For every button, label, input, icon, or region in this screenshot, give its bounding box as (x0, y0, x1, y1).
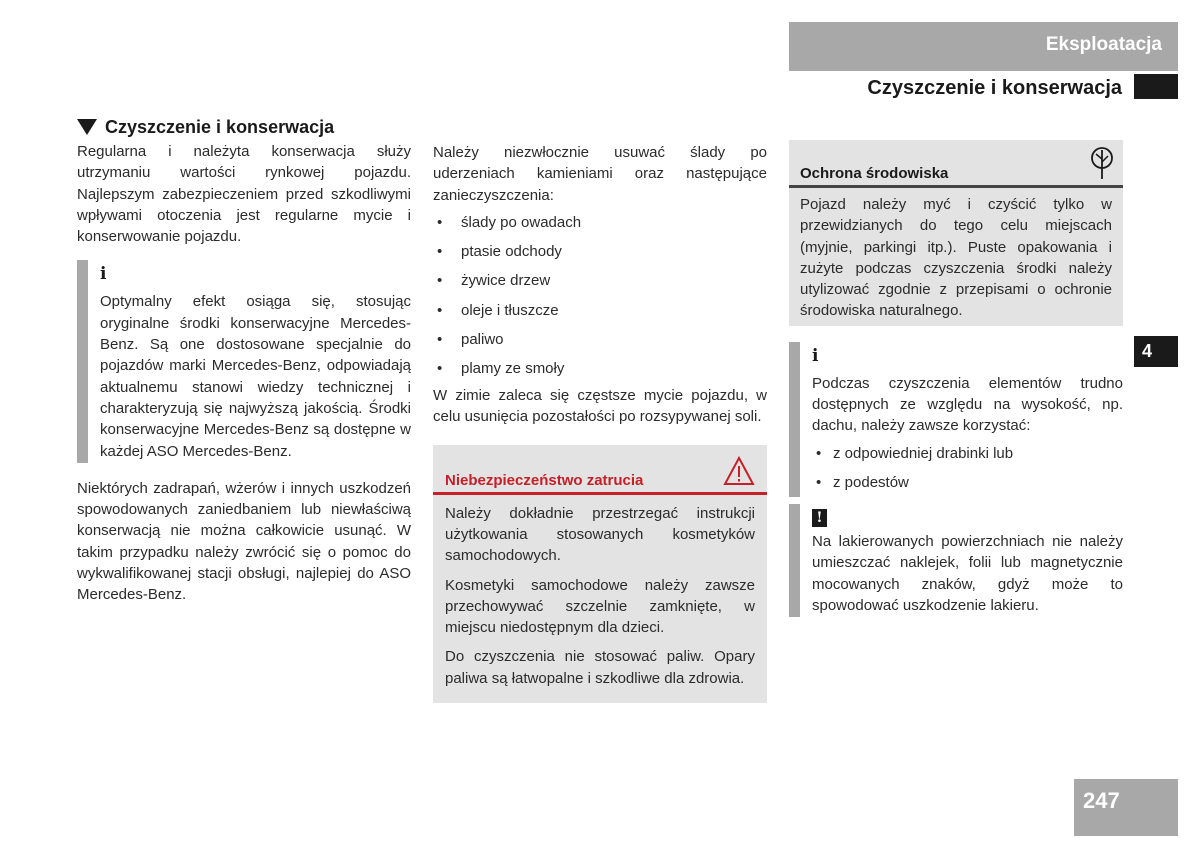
dirt-list (433, 208, 767, 383)
environment-body (789, 188, 1123, 326)
winter-paragraph: W zimie zaleca się częstsze mycie pojazdu, w celu usunięcia pozostałości po rozsypywanej soli. (433, 387, 767, 426)
column-3 (789, 140, 1123, 617)
danger-text-3: Do czyszczenia nie stosować paliw. Opary paliwa są łatwopalne i szkodliwe dla zdrowia. (445, 648, 755, 687)
environment-title: Ochrona środowiska (800, 165, 949, 182)
info-icon: i (812, 345, 819, 366)
environment-text: Pojazd należy myć i czyścić tylko w przewidzianych do tego celu miejscach (myjnie, parkingi itp.). Puste opakowania i zużyte podczas czyszczenia środki należy utylizować zgodnie z przepisami o ochronie środowiska naturalnego. (800, 196, 1112, 320)
environment-box (789, 140, 1123, 326)
column-1 (77, 116, 411, 606)
environment-header (789, 140, 1123, 188)
list-item: • paliwo (433, 325, 767, 354)
danger-body (433, 495, 767, 703)
caution-note (789, 504, 1123, 617)
list-item: • z podestów (812, 468, 1123, 497)
access-list (812, 439, 1123, 497)
list-item: • ptasie odchody (433, 237, 767, 266)
section-marker (1134, 74, 1178, 99)
note-bar (789, 504, 800, 617)
section-header: Czyszczenie i konserwacja (867, 77, 1122, 99)
chapter-header (789, 22, 1178, 71)
list-item: • oleje i tłuszcze (433, 296, 767, 325)
chapter-tab-number: 4 (1142, 341, 1153, 361)
danger-text-2: Kosmetyki samochodowe należy zawsze przechowywać szczelnie zamknięte, w miejscu niedostępnym dla dzieci. (445, 576, 755, 637)
list-item: • żywice drzew (433, 266, 767, 295)
dirt-intro: Należy niezwłocznie usuwać ślady po uderzeniach kamieniami oraz następujące zanieczyszczenia: (433, 144, 767, 204)
note-bar (789, 342, 800, 497)
exclamation-icon: ! (812, 509, 827, 527)
danger-header (433, 445, 767, 495)
danger-box (433, 445, 767, 703)
info-note (77, 260, 411, 462)
triangle-down-icon (77, 119, 97, 135)
info-note-text: Optymalny efekt osiąga się, stosując oryginalne środki konserwacyjne Mercedes-Benz. Są one dostosowane specjalnie do pojazdów marki Mercedes-Benz, odpowiadają aktualnemu stanowi wiedzy technicznej i charakteryzują się najwyższą jakością. Środki konserwacyjne Mercedes-Benz są dostępne w każdej ASO Mercedes-Benz. (100, 293, 411, 460)
list-item: • ślady po owadach (433, 208, 767, 237)
intro-paragraph: Regularna i należyta konserwacja służy utrzymaniu wartości rynkowej pojazdu. Najlepszym zabezpieczeniem przed szkodliwymi wpływami otoczenia jest regularne mycie i konserwowanie pojazdu. (77, 143, 411, 246)
note-bar (77, 260, 88, 462)
section-heading-text: Czyszczenie i konserwacja (105, 116, 335, 137)
tree-leaf-icon (1089, 146, 1115, 180)
closing-paragraph: Niektórych zadrapań, wżerów i innych uszkodzeń spowodowanych zaniedbaniem lub niewłaściwą konserwacją nie można całkowicie usunąć. W takim przypadku należy zwrócić się o pomoc do wykwalifikowanej stacji obsługi, najlepiej do ASO Mercedes-Benz. (77, 479, 411, 604)
info-note-2-text: Podczas czyszczenia elementów trudno dostępnych ze względu na wysokość, np. dachu, należy zawsze korzystać: (812, 374, 1123, 435)
page-number-box (1074, 779, 1178, 836)
caution-text: Na lakierowanych powierzchniach nie należy umieszczać naklejek, folii lub magnetycznie mocowanych znaków, gdyż może to spowodować uszkodzenie lakieru. (812, 533, 1123, 614)
warning-triangle-icon (723, 456, 755, 486)
section-heading (77, 116, 411, 138)
danger-text-1: Należy dokładnie przestrzegać instrukcji użytkowania stosowanych kosmetyków samochodowych. (445, 504, 755, 565)
column-2 (433, 142, 767, 703)
danger-title: Niebezpieczeństwo zatrucia (445, 471, 644, 489)
info-note-2 (789, 342, 1123, 497)
list-item: • plamy ze smoły (433, 354, 767, 383)
chapter-title: Eksploatacja (1045, 34, 1162, 55)
info-icon: i (100, 264, 107, 285)
chapter-tab (1134, 336, 1178, 367)
page-number: 247 (1083, 788, 1120, 813)
list-item: • z odpowiedniej drabinki lub (812, 439, 1123, 468)
